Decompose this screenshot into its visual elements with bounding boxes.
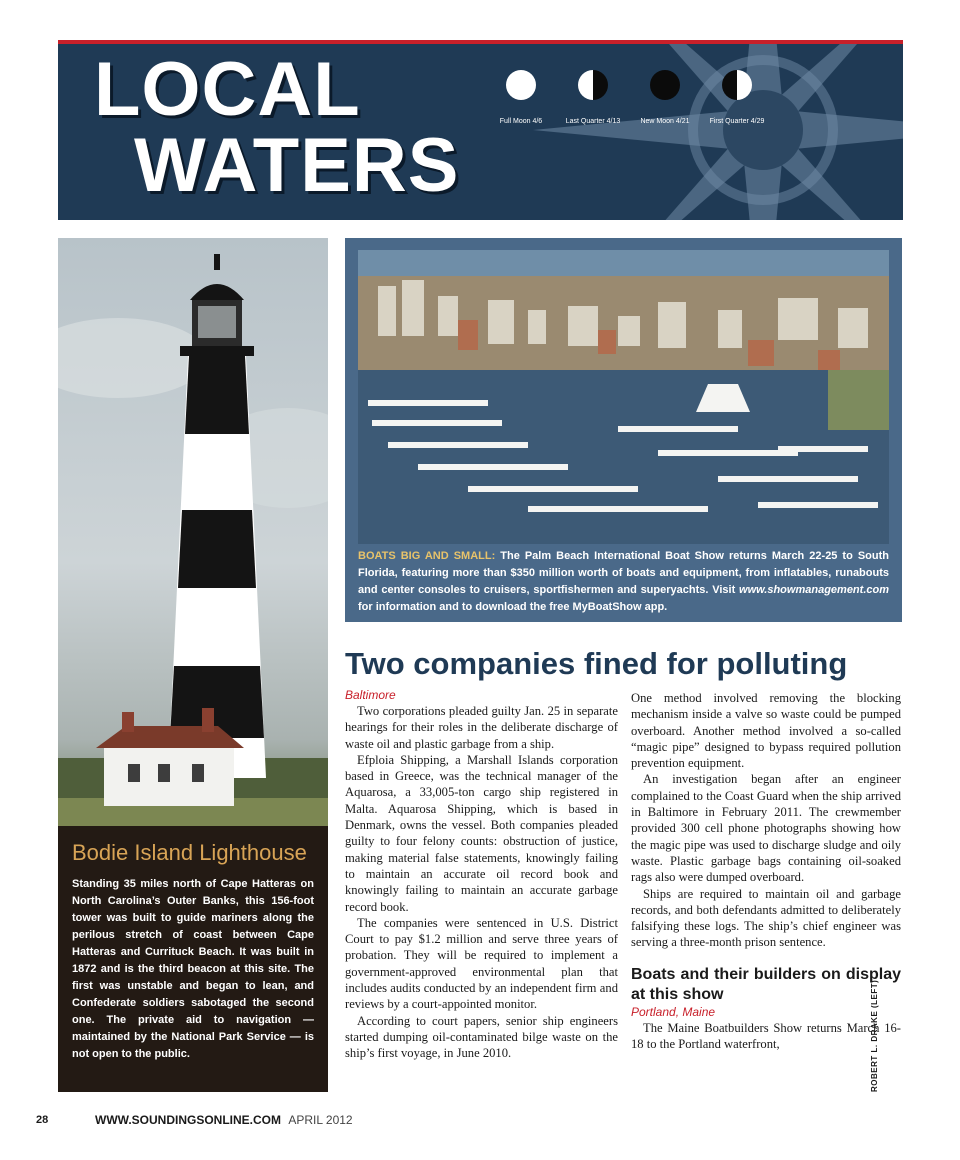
moon-new: New Moon 4/21 (630, 70, 700, 128)
sub-article-paragraph: The Maine Boatbuilders Show returns March 16-18 to the Portland waterfront, (631, 1020, 901, 1052)
article-dateline: Baltimore (345, 688, 396, 702)
lighthouse-title: Bodie Island Lighthouse (72, 840, 307, 865)
photo-credit: ROBERT L. DRAKE (LEFT) (870, 979, 879, 1092)
sub-article-headline: Boats and their builders on display at this show (631, 965, 901, 1003)
new-moon-icon (650, 70, 680, 100)
article-paragraph: Efploia Shipping, a Marshall Islands corporation based in Greece, was the technical manager of the Aquarosa, a 33,005-ton cargo ship registered in Malta. Aquarosa Shipping, which is based in Denmark, owns the vessel. Both companies pleaded guilty to four felony counts: obstruction of justice, making material false statements, knowingly failing to maintain an accurate oil record book and knowingly failing to maintain an accurate garbage record book. (345, 752, 618, 914)
moon-phases (486, 70, 786, 130)
section-title (94, 47, 460, 208)
last-quarter-moon-icon (578, 70, 608, 100)
marina-illustration (358, 250, 889, 544)
full-moon-icon (506, 70, 536, 100)
compass-rose-icon (533, 40, 903, 220)
article-column-1 (345, 688, 618, 1062)
lighthouse-caption-box (58, 826, 328, 1092)
caption-url-link[interactable]: www.showmanagement.com (739, 584, 889, 596)
caption-text: The Palm Beach International Boat Show returns March 22-25 to South Florida, featuring more than $350 million worth of boats and equipment, from inflatables, runabouts and center consoles to cruisers, sportfishermen and superyachts. Visit (358, 550, 889, 596)
boat-show-photo-frame (345, 238, 902, 622)
article-column-2 (631, 690, 901, 1052)
footer-date: APRIL 2012 (288, 1113, 353, 1127)
lighthouse-illustration (58, 238, 328, 828)
boat-show-aerial-photo (358, 250, 889, 544)
section-title-line1: LOCAL (94, 47, 361, 132)
article-paragraph: Ships are required to maintain oil and garbage records, and both defendants admitted to deliberately falsifying these logs. The ship’s chief engineer was serving a three-month prison sentence. (631, 886, 901, 950)
boat-show-caption (358, 548, 889, 616)
lighthouse-photo (58, 238, 328, 828)
article-paragraph: Two corporations pleaded guilty Jan. 25 in separate hearings for their roles in the deliberate discharge of waste oil and plastic garbage from a ship. (345, 704, 618, 751)
moon-last-quarter: Last Quarter 4/13 (558, 70, 628, 128)
moon-first-quarter: First Quarter 4/29 (702, 70, 772, 128)
article-headline: Two companies fined for polluting (345, 646, 848, 681)
banner-top-rule (58, 40, 903, 44)
moon-full: Full Moon 4/6 (486, 70, 556, 128)
sub-article-dateline: Portland, Maine (631, 1004, 716, 1019)
section-banner (58, 40, 903, 220)
page-number: 28 (36, 1114, 49, 1126)
article-paragraph-continued: One method involved removing the blocking mechanism inside a valve so waste could be pumped overboard. Another method involved a so-called “magic pipe” designed to bypass required pollution prevention equipment. (631, 691, 901, 771)
footer-site-link[interactable]: WWW.SOUNDINGSONLINE.COM (95, 1113, 281, 1127)
caption-text-after: for information and to download the free MyBoatShow app. (358, 601, 668, 613)
lighthouse-body: Standing 35 miles north of Cape Hatteras on North Carolina’s Outer Banks, this 156-foot tower was built to guide mariners along the perilous stretch of coast between Cape Hatteras and Currituck Beach. It was built in 1872 and is the third beacon at this site. The first was unstable and began to lean, and Confederate soldiers sabotaged the second one. The private aid to navigation — maintained by the National Park Service — is not open to the public. (72, 878, 314, 1060)
footer (95, 1113, 353, 1127)
first-quarter-moon-icon (722, 70, 752, 100)
article-paragraph: The companies were sentenced in U.S. District Court to pay $1.2 million and serve three years of probation. They will be required to implement a government-approved environmental plan that includes audits conducted by an independent firm and reviews by a court-appointed monitor. (345, 915, 618, 1012)
caption-heading: BOATS BIG AND SMALL: (358, 550, 496, 562)
article-paragraph: An investigation began after an engineer complained to the Coast Guard when the ship arrived in Baltimore in February 2011. The crewmember provided 300 cell phone photographs showing how the magic pipe was used to discharge sludge and oily waste. Plastic garbage bags containing oil-soaked rags also were dumped overboard. (631, 772, 901, 885)
article-paragraph: According to court papers, senior ship engineers started dumping oil-contaminated bilge waste on the ship’s first voyage, in June 2010. (345, 1013, 618, 1061)
section-title-line2: WATERS (134, 123, 460, 208)
